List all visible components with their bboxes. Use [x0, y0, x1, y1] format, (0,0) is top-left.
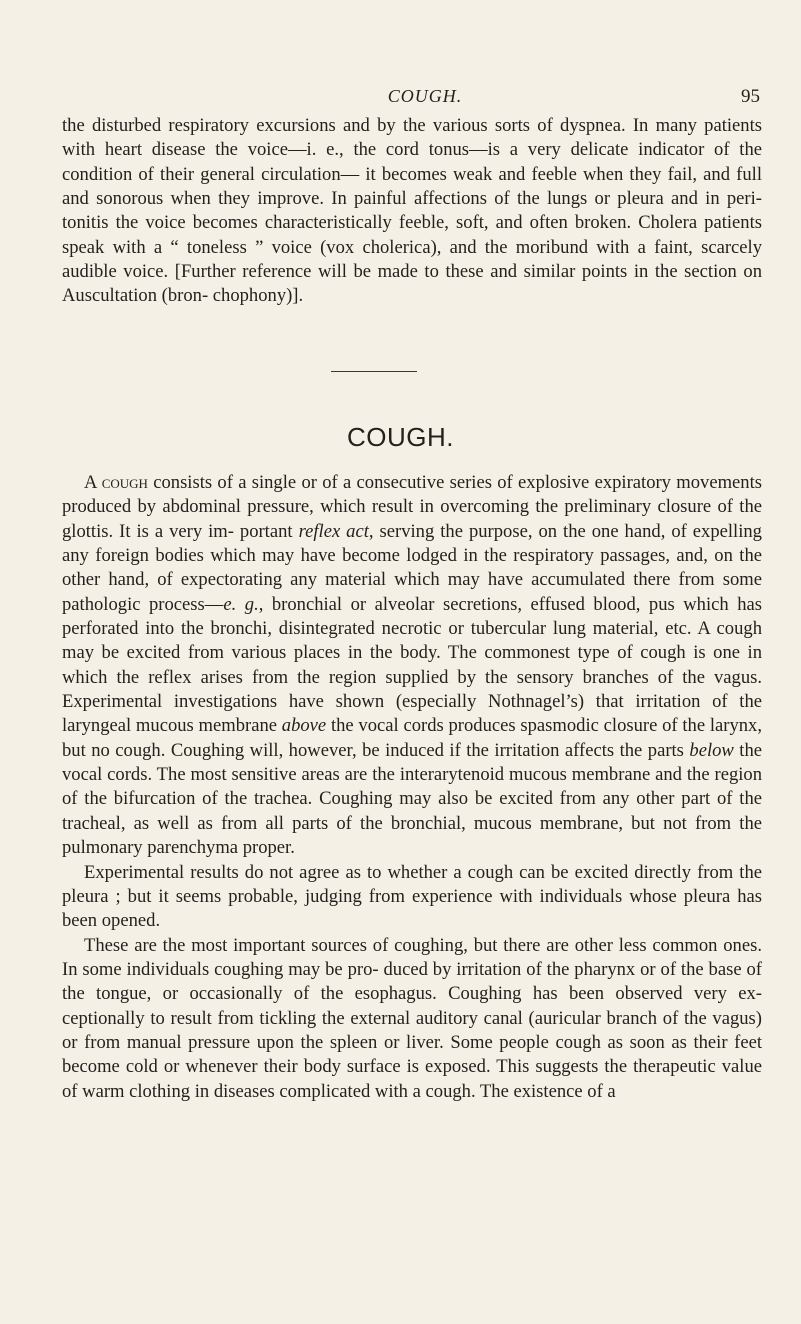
section-heading: COUGH.	[347, 422, 454, 452]
paragraph-1-text-d: the vocal cords produces spasmodic closure of the larynx, but no cough. Coughing will, however, be induced if the irritation affects the parts	[62, 715, 762, 761]
emphasis-above: above	[281, 715, 327, 737]
running-head	[62, 86, 762, 108]
page-number: 95	[741, 86, 760, 107]
paragraph-1-text-b: , serving the purpose, on the one hand, of expelling any foreign bodies which may have become lodged in the respiratory passages, and, on the other hand, of expectorating any material which may have accumulated there from some pathologic process—	[62, 520, 762, 615]
continued-paragraph: the disturbed respiratory excursions and by the various sorts of dyspnea. In many patients with heart disease the voice—i. e., the cord tonus—is a very delicate indicator of the condition of their general circulation— it becomes weak and feeble when they fail, and full and sonorous when they improve. In painful affections of the lungs or pleura and in peri- tonitis the voice becomes characteristically feeble, soft, and often broken. Cholera patients speak with a “ toneless ” voice (vox cholerica), and the moribund with a faint, scarcely audible voice. [Further reference will be made to these and similar points in the section on Auscultation (bron- chophony)].	[62, 115, 762, 307]
paragraph-1-text-c: , bronchial or alveolar secretions, effused blood, pus which has perforated into the bronchi, disintegrated necrotic or tubercular lung material, etc. A cough may be excited from various places in the body. The commonest type of cough is one in which the reflex arises from the region supplied by the sensory branches of the vagus. Experimental investigations have shown (especially Nothnagel’s) that irritation of the laryngeal mucous membrane	[62, 593, 762, 737]
running-title: COUGH.	[387, 86, 463, 106]
section-paragraph-3: These are the most important sources of coughing, but there are other less common ones. In some individuals coughing may be pro- duced by irritation of the pharynx or of the base of the tongue, or occasionally of the esophagus. Coughing has been observed very ex- ceptionally to result from tickling the external auditory canal (auricular branch of the vagus) or from manual pressure upon the spleen or liver. Some people cough as soon as their feet become cold or whenever their body surface is exposed. This suggests the therapeutic value of warm clothing in diseases complicated with a cough. The existence of a	[62, 934, 762, 1102]
section-paragraph-2: Experimental results do not agree as to whether a cough can be excited directly from the pleura ; but it seems probable, judging from experience with individuals whose pleura has been opened.	[62, 861, 762, 932]
lead-term-small-caps: cough	[101, 472, 148, 493]
emphasis-below: below	[689, 739, 734, 761]
section-body	[62, 471, 762, 1104]
paragraph-1-text-a: consists of a single or of a consecutive series of explosive expiratory movements produced by abdominal pressure, which result in overcoming the preliminary closure of the glottis. It is a very im- portant	[62, 472, 762, 542]
emphasis-reflex-act: reflex act	[298, 520, 369, 542]
continued-paragraph-block	[62, 114, 762, 309]
paragraph-1-text-e: the vocal cords. The most sensitive areas are the interarytenoid mucous membrane and the region of the bifurcation of the trachea. Coughing may also be excited from any other part of the tracheal, as well as from all parts of the bronchial, mucous membrane, but not from the pulmonary parenchyma proper.	[62, 739, 762, 859]
section-paragraph-1	[62, 471, 762, 861]
emphasis-eg: e. g.	[223, 593, 259, 615]
section-divider-rule	[331, 371, 417, 372]
lead-article: A	[84, 472, 102, 493]
